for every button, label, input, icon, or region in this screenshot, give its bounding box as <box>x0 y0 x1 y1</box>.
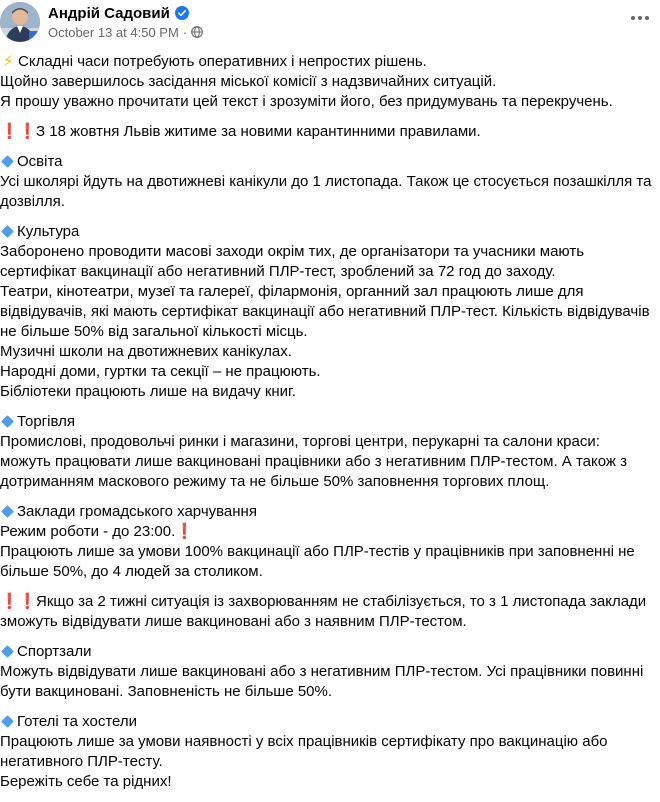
post-timestamp[interactable]: October 13 at 4:50 PM <box>48 24 179 40</box>
section-title: Заклади громадського харчування <box>0 502 652 522</box>
section-title: Спортзали <box>0 642 652 662</box>
section-food <box>0 502 652 582</box>
section-title: Освіта <box>0 152 652 172</box>
section-hotels <box>0 712 652 792</box>
exclamation-icon: ❗ <box>18 593 37 610</box>
author-row <box>48 4 189 22</box>
intro-paragraph <box>0 52 652 112</box>
blue-diamond-icon <box>1 715 14 728</box>
post-meta <box>48 24 203 40</box>
blue-diamond-icon <box>1 225 14 238</box>
globe-icon[interactable] <box>191 26 203 38</box>
blue-diamond-icon <box>1 645 14 658</box>
exclamation-icon: ❗ <box>0 123 19 140</box>
section-line: більше 50%, до 4 людей за столиком. <box>0 563 263 580</box>
section-culture <box>0 222 652 402</box>
more-options-icon[interactable] <box>628 8 652 28</box>
section-title: Культура <box>0 222 652 242</box>
section-line: не більше 50% від загальної кількості місць. <box>0 323 308 340</box>
post-header <box>0 0 660 46</box>
author-name[interactable]: Андрій Садовий <box>48 4 170 22</box>
section-line: бути вакциновані. Заповненість не більше 50%. <box>0 683 333 700</box>
section-education <box>0 152 652 212</box>
section-line: Можуть відвідувати лише вакциновані або з негативним ПЛР-тестом. Усі працівники повинні <box>0 663 644 680</box>
section-line: дозвілля. <box>0 193 65 210</box>
headline-paragraph <box>0 122 652 142</box>
lightning-icon: ⚡ <box>2 53 14 70</box>
section-line: Театри, кінотеатри, музеї та галереї, філармонія, органний зал працюють лише для <box>0 283 584 300</box>
section-line: зможуть відвідувати лише вакциновані або з наявним ПЛР-тестом. <box>0 613 467 630</box>
section-line: Працюють лише за умови наявності у всіх працівників сертифікату про вакцинацію або <box>0 733 608 750</box>
section-line: Бережіть себе та рідних! <box>0 773 172 790</box>
intro-line: ⚡ Складні часи потребують оперативних і непростих рішень. <box>0 52 652 72</box>
section-title: Торгівля <box>0 412 652 432</box>
section-line: Народні доми, гуртки та секції – не працюють. <box>0 363 321 380</box>
blue-diamond-icon <box>1 155 14 168</box>
exclamation-icon: ❗ <box>0 593 19 610</box>
section-line: Музичні школи на двотижневих канікулах. <box>0 343 292 360</box>
exclamation-icon: ❗ <box>175 523 194 540</box>
section-line: Заборонено проводити масові заходи окрім тих, де організатори та учасники мають <box>0 243 585 260</box>
blue-diamond-icon <box>1 505 14 518</box>
intro-line: Щойно завершилось засідання міської комісії з надзвичайних ситуацій. <box>0 73 497 90</box>
section-gyms <box>0 642 652 702</box>
section-line: Працюють лише за умови 100% вакцинації або ПЛР-тестів у працівників при заповненні не <box>0 543 635 560</box>
verified-badge-icon <box>175 6 189 20</box>
section-line: Усі школярі йдуть на двотижневі канікули до 1 листопада. Також це стосується позашкілля та <box>0 173 652 190</box>
section-line: Бібліотеки працюють лише на видачу книг. <box>0 383 296 400</box>
blue-diamond-icon <box>1 415 14 428</box>
section-line: Режим роботи - до 23:00.❗ <box>0 523 194 540</box>
headline-line: ❗❗З 18 жовтня Львів житиме за новими карантинними правилами. <box>0 123 481 140</box>
section-title: Готелі та хостели <box>0 712 652 732</box>
section-trade <box>0 412 652 492</box>
section-line: негативного ПЛР-тесту. <box>0 753 163 770</box>
section-warning <box>0 592 652 632</box>
post-body <box>0 52 652 802</box>
section-line: дотриманням маскового режиму та не більше 50% заповнення торгових площ. <box>0 473 550 490</box>
section-line: Промислові, продовольчі ринки і магазини, торгові центри, перукарні та салони краси: <box>0 433 600 450</box>
intro-line: Я прошу уважно прочитати цей текст і зрозуміти його, без придумувань та перекручень. <box>0 93 613 110</box>
section-line: ❗❗Якщо за 2 тижні ситуація із захворюванням не стабілізується, то з 1 листопада заклади <box>0 593 647 610</box>
section-line: можуть працювати лише вакциновані працівники або з негативним ПЛР-тестом. А також з <box>0 453 627 470</box>
meta-separator: · <box>182 24 188 40</box>
author-avatar[interactable] <box>0 2 40 42</box>
exclamation-icon: ❗ <box>18 123 37 140</box>
section-line: відвідувачів, які мають сертифікат вакцинації або негативний ПЛР-тест. Кількість відвідувачів <box>0 303 650 320</box>
section-line: сертифікат вакцинації або негативний ПЛР-тест, зроблений за 72 год до заходу. <box>0 263 556 280</box>
